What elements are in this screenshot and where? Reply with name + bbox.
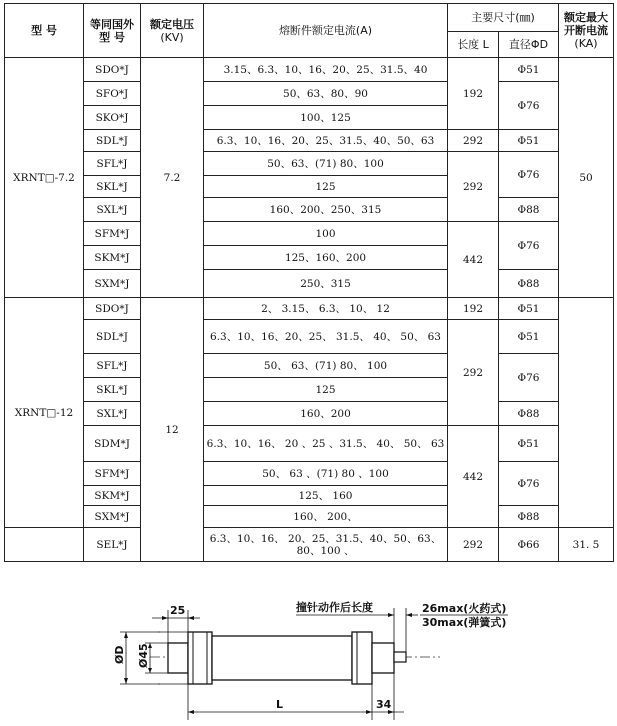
current-cell: 2、 3.15、 6.3、 10、 12 xyxy=(204,298,448,320)
length-cell: 442 xyxy=(448,426,499,528)
equiv-cell: SXM*J xyxy=(84,506,141,528)
table-row xyxy=(5,354,614,378)
striker-length-label: 撞针动作后长度 xyxy=(296,601,373,614)
dim-30-label: 30max(弹簧式) xyxy=(422,616,507,629)
header-breaking xyxy=(559,4,614,58)
table-row xyxy=(5,298,614,320)
group2-model-continued xyxy=(5,528,84,562)
current-cell: 125、 160 xyxy=(204,486,448,506)
current-cell: 50、63、80、90 xyxy=(204,82,448,106)
equiv-cell: SFL*J xyxy=(84,354,141,378)
diameter-cell: Φ51 xyxy=(499,58,559,82)
diameter-cell: Φ51 xyxy=(499,130,559,152)
current-cell: 3.15、6.3、10、16、20、25、31.5、40 xyxy=(204,58,448,82)
current-cell: 50、 63 、(71) 80 、100 xyxy=(204,462,448,486)
table-row xyxy=(5,222,614,246)
equiv-cell: SDO*J xyxy=(84,298,141,320)
equiv-cell: SEL*J xyxy=(84,528,141,562)
header-equivalent-line1: 等同国外 xyxy=(90,17,134,31)
diameter-cell: Φ88 xyxy=(499,506,559,528)
dim-arrow xyxy=(406,613,412,617)
current-cell: 6.3、10、16、 20 、25 、31.5、 40、 50、 63 xyxy=(204,426,448,462)
equiv-cell: SDO*J xyxy=(84,58,141,82)
fuse-spec-table xyxy=(4,3,614,562)
table-row xyxy=(5,320,614,354)
phi-45-label: Ø45 xyxy=(137,643,150,668)
table-row xyxy=(5,462,614,486)
table-row xyxy=(5,58,614,82)
header-equivalent-line2: 型 号 xyxy=(99,30,125,44)
fuse-dimension-drawing xyxy=(0,580,617,726)
equiv-cell: SKL*J xyxy=(84,176,141,198)
equiv-cell: SDL*J xyxy=(84,320,141,354)
length-cell: 442 xyxy=(448,222,499,298)
table-row xyxy=(5,198,614,222)
current-cell: 250、315 xyxy=(204,270,448,298)
length-cell: 292 xyxy=(448,130,499,152)
diameter-cell: Φ76 xyxy=(499,222,559,270)
group1-voltage: 7.2 xyxy=(141,58,204,298)
dim-34-label: 34 xyxy=(376,698,392,711)
dim-arrow xyxy=(388,613,394,617)
table-row xyxy=(5,82,614,106)
header-breaking-line3: (KA) xyxy=(574,37,598,50)
dim-l-label: L xyxy=(276,698,284,711)
header-equivalent xyxy=(84,4,141,58)
current-cell: 160、 200、 xyxy=(204,506,448,528)
current-cell: 50、63、(71) 80、100 xyxy=(204,152,448,176)
header-voltage-line2: (KV) xyxy=(160,30,184,44)
fuse-body xyxy=(212,636,352,680)
diameter-cell: Φ51 xyxy=(499,426,559,462)
current-cell: 125、160、200 xyxy=(204,246,448,270)
equiv-cell: SKM*J xyxy=(84,486,141,506)
table-row xyxy=(5,130,614,152)
header-main-dims: 主要尺寸(㎜) xyxy=(448,4,559,32)
current-cell: 50、 63、(71) 80、 100 xyxy=(204,354,448,378)
diameter-cell: Φ51 xyxy=(499,320,559,354)
header-fuse-current: 熔断件额定电流(A) xyxy=(204,4,448,58)
diameter-cell: Φ76 xyxy=(499,152,559,198)
header-row-1 xyxy=(5,4,614,32)
equiv-cell: SXL*J xyxy=(84,198,141,222)
equiv-cell: SFM*J xyxy=(84,222,141,246)
length-cell: 292 xyxy=(448,152,499,222)
current-cell: 160、200 xyxy=(204,402,448,426)
equiv-cell: SFO*J xyxy=(84,82,141,106)
group2-voltage: 12 xyxy=(141,298,204,562)
table-row xyxy=(5,426,614,462)
striker-pin xyxy=(394,652,406,662)
current-cell: 6.3、10、16、 20、25、31.5、40、50、63、80、100 、 xyxy=(204,528,448,562)
equiv-cell: SXL*J xyxy=(84,402,141,426)
header-voltage-line1: 额定电压 xyxy=(150,17,194,31)
equiv-cell: SDL*J xyxy=(84,130,141,152)
left-contact xyxy=(188,632,212,684)
header-breaking-line1: 额定最大 xyxy=(564,11,608,24)
table-row xyxy=(5,528,614,562)
group1-model: XRNT□-7.2 xyxy=(5,58,84,298)
header-diameter: 直径ΦD xyxy=(499,32,559,58)
diameter-cell: Φ51 xyxy=(499,298,559,320)
diameter-cell: Φ88 xyxy=(499,198,559,222)
left-end-cap xyxy=(168,643,188,673)
sel-breaking-cell: 31. 5 xyxy=(559,528,614,562)
table-row xyxy=(5,152,614,176)
equiv-cell: SKO*J xyxy=(84,106,141,130)
header-length: 长度 L xyxy=(448,32,499,58)
header-model: 型 号 xyxy=(5,4,84,58)
length-cell: 292 xyxy=(448,528,499,562)
group2-breaking-empty xyxy=(559,298,614,528)
equiv-cell: SFM*J xyxy=(84,462,141,486)
current-cell: 6.3、10、16、20、25、 31.5、 40、 50、 63 xyxy=(204,320,448,354)
table-row xyxy=(5,506,614,528)
header-breaking-line2: 开断电流 xyxy=(564,24,608,37)
equiv-cell: SKL*J xyxy=(84,378,141,402)
diameter-cell: Φ76 xyxy=(499,354,559,402)
length-cell: 192 xyxy=(448,298,499,320)
table-row xyxy=(5,402,614,426)
diameter-cell: Φ88 xyxy=(499,270,559,298)
right-end-cap xyxy=(372,643,394,673)
header-voltage xyxy=(141,4,204,58)
group1-breaking: 50 xyxy=(559,58,614,298)
diameter-cell: Φ66 xyxy=(499,528,559,562)
dim-25-label: 25 xyxy=(170,604,186,617)
current-cell: 125 xyxy=(204,378,448,402)
equiv-cell: SKM*J xyxy=(84,246,141,270)
group2-model: XRNT□-12 xyxy=(5,298,84,528)
diameter-cell: Φ88 xyxy=(499,402,559,426)
equiv-cell: SXM*J xyxy=(84,270,141,298)
right-contact xyxy=(352,632,372,684)
equiv-cell: SDM*J xyxy=(84,426,141,462)
dim-26-label: 26max(火药式) xyxy=(422,602,507,615)
current-cell: 100 xyxy=(204,222,448,246)
length-cell: 192 xyxy=(448,58,499,130)
table-row xyxy=(5,270,614,298)
current-cell: 160、200、250、315 xyxy=(204,198,448,222)
current-cell: 100、125 xyxy=(204,106,448,130)
length-cell: 292 xyxy=(448,320,499,426)
current-cell: 125 xyxy=(204,176,448,198)
phi-d-label: ØD xyxy=(113,645,126,664)
current-cell: 6.3、10、16、20、25、31.5、40、50、63 xyxy=(204,130,448,152)
diameter-cell: Φ76 xyxy=(499,82,559,130)
diameter-cell: Φ76 xyxy=(499,462,559,506)
equiv-cell: SFL*J xyxy=(84,152,141,176)
